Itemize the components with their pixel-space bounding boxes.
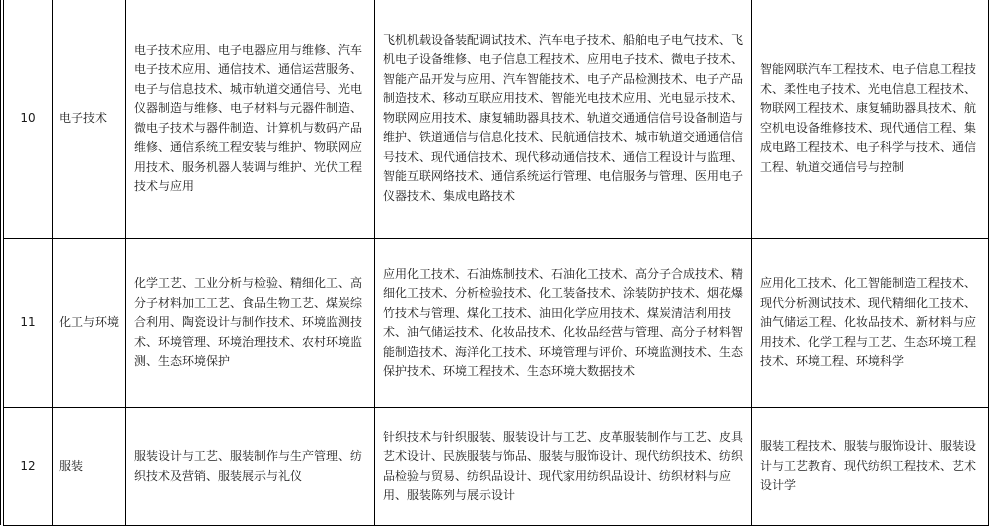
row-number: 11 (4, 239, 53, 408)
major-mapping-table (3, 0, 989, 526)
undergraduate-vocational-majors: 服装工程技术、服装与服饰设计、服装设计与工艺教育、现代纺织工程技术、艺术设计学 (752, 408, 989, 526)
higher-vocational-majors: 飞机机载设备装配调试技术、汽车电子技术、船舶电子电气技术、飞机电子设备维修、电子信息工程技术、应用电子技术、微电子技术、智能产品开发与应用、汽车智能技术、电子产品检测技术、电子产品制造技术、移动互联应用技术、智能光电技术应用、光电显示技术、物联网应用技术、康复辅助器具技术、轨道交通通信信号设备制造与维护、铁道通信与信息化技术、民航通信技术、城市轨道交通通信信号技术、现代通信技术、现代移动通信技术、通信工程设计与监理、智能互联网络技术、通信系统运行管理、电信服务与管理、医用电子仪器技术、集成电路技术 (375, 0, 752, 239)
table-row (4, 408, 989, 526)
secondary-vocational-majors: 电子技术应用、电子电器应用与维修、汽车电子技术应用、通信技术、通信运营服务、电子与信息技术、城市轨道交通信号、光电仪器制造与维修、电子材料与元器件制造、微电子技术与器件制造、计算机与数码产品维修、通信系统工程安装与维护、物联网应用技术、服务机器人装调与维护、光伏工程技术与应用 (126, 0, 375, 239)
secondary-vocational-majors: 服装设计与工艺、服装制作与生产管理、纺织技术及营销、服装展示与礼仪 (126, 408, 375, 526)
table-row (4, 0, 989, 239)
major-category: 服装 (53, 408, 126, 526)
secondary-vocational-majors: 化学工艺、工业分析与检验、精细化工、高分子材料加工工艺、食品生物工艺、煤炭综合利用、陶瓷设计与制作技术、环境监测技术、环境管理、环境治理技术、农村环境监测、生态环境保护 (126, 239, 375, 408)
higher-vocational-majors: 应用化工技术、石油炼制技术、石油化工技术、高分子合成技术、精细化工技术、分析检验技术、化工装备技术、涂装防护技术、烟花爆竹技术与管理、煤化工技术、油田化学应用技术、煤炭清洁利用技术、油气储运技术、化妆品技术、化妆品经营与管理、高分子材料智能制造技术、海洋化工技术、环境管理与评价、环境监测技术、生态保护技术、环境工程技术、生态环境大数据技术 (375, 239, 752, 408)
row-number: 10 (4, 0, 53, 239)
table-row (4, 239, 989, 408)
major-category: 化工与环境 (53, 239, 126, 408)
undergraduate-vocational-majors: 智能网联汽车工程技术、电子信息工程技术、柔性电子技术、光电信息工程技术、物联网工程技术、康复辅助器具技术、航空机电设备维修技术、现代通信工程、集成电路工程技术、电子科学与技术、通信工程、轨道交通信号与控制 (752, 0, 989, 239)
row-number: 12 (4, 408, 53, 526)
higher-vocational-majors: 针织技术与针织服装、服装设计与工艺、皮革服装制作与工艺、皮具艺术设计、民族服装与饰品、服装与服饰设计、现代纺织技术、纺织品检验与贸易、纺织品设计、现代家用纺织品设计、纺织材料与应用、服装陈列与展示设计 (375, 408, 752, 526)
major-category: 电子技术 (53, 0, 126, 239)
undergraduate-vocational-majors: 应用化工技术、化工智能制造工程技术、现代分析测试技术、现代精细化工技术、油气储运工程、化妆品技术、新材料与应用技术、化学工程与工艺、生态环境工程技术、环境工程、环境科学 (752, 239, 989, 408)
left-border-line (0, 0, 1, 525)
